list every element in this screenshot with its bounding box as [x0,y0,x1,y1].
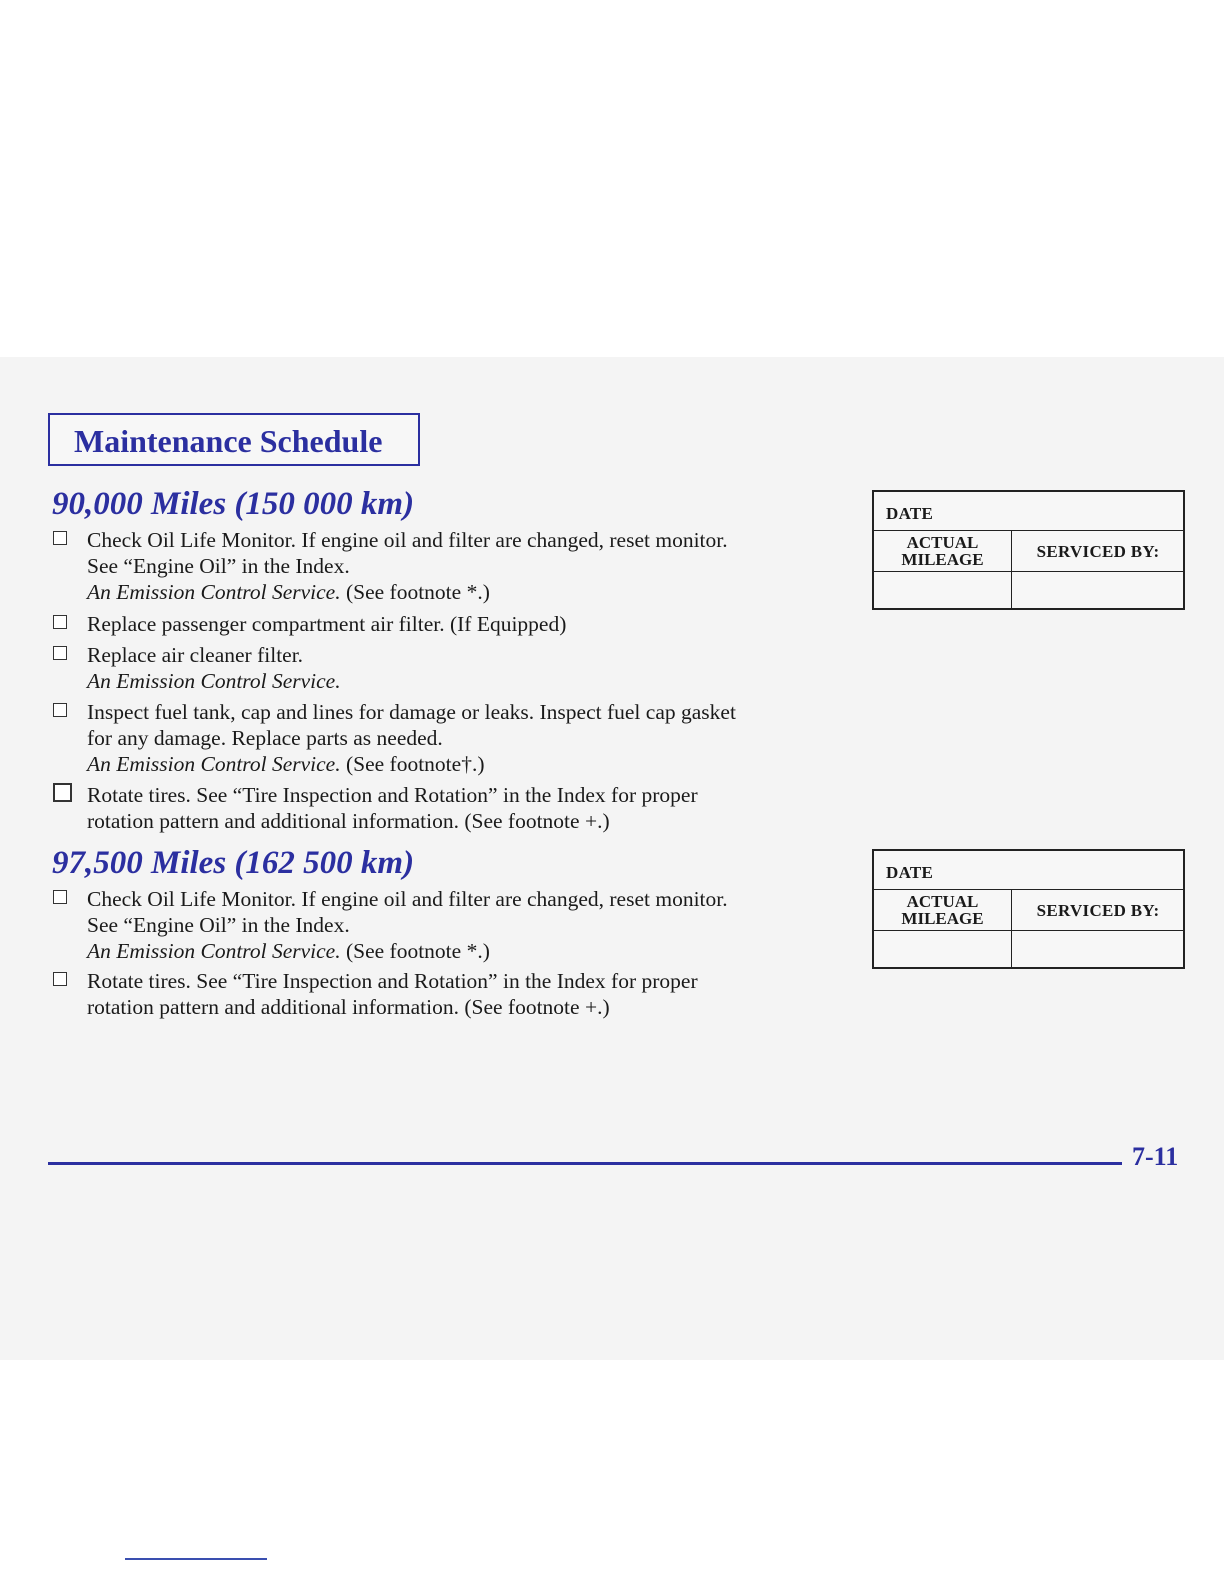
checkbox[interactable] [53,972,67,986]
checklist-item [53,968,843,1020]
checklist-item [53,782,843,834]
section-title-box [48,413,420,466]
checklist-item [53,527,843,605]
mileage-label-line: ACTUAL [906,533,979,552]
emission-note: An Emission Control Service. [87,752,341,776]
footnote-ref: (See footnote *.) [340,939,490,963]
date-label: DATE [886,504,934,523]
checklist-item [53,642,843,694]
checkbox[interactable] [53,783,72,802]
item-text: Rotate tires. See “Tire Inspection and Rotation” in the Index for proper [87,783,698,807]
emission-note: An Emission Control Service. [87,580,341,604]
page-number: 7-11 [1132,1142,1179,1171]
checkbox[interactable] [53,531,67,545]
item-text: rotation pattern and additional information. (See footnote +.) [87,809,610,833]
item-text: Replace passenger compartment air filter. (If Equipped) [87,612,567,636]
footnote-ref: (See footnote *.) [340,580,490,604]
column-divider [1011,531,1012,608]
serviced-by-label: SERVICED BY: [1036,901,1160,920]
checklist-item [53,886,843,964]
item-text: rotation pattern and additional information. (See footnote +.) [87,995,610,1019]
item-text: Check Oil Life Monitor. If engine oil and filter are changed, reset monitor. [87,887,728,911]
footer-rule [48,1162,1122,1165]
checkbox[interactable] [53,615,67,629]
emission-note: An Emission Control Service. [87,669,341,693]
mileage-label-line: MILEAGE [901,550,984,569]
actual-mileage-label [874,893,1011,927]
interval-heading-97500: 97,500 Miles (162 500 km) [52,845,415,881]
emission-note: An Emission Control Service. [87,939,341,963]
interval-heading-90000: 90,000 Miles (150 000 km) [52,486,415,522]
footnote-ref: (See footnote†.) [340,752,485,776]
item-text: for any damage. Replace parts as needed. [87,726,443,750]
service-record-table [872,849,1185,969]
checkbox[interactable] [53,703,67,717]
bottom-rule [125,1558,267,1560]
checklist-item [53,699,843,777]
actual-mileage-label [874,534,1011,568]
date-label: DATE [886,863,934,882]
mileage-label-line: MILEAGE [901,909,984,928]
checkbox[interactable] [53,646,67,660]
item-text: Rotate tires. See “Tire Inspection and Rotation” in the Index for proper [87,969,698,993]
item-text: Inspect fuel tank, cap and lines for damage or leaks. Inspect fuel cap gasket [87,700,736,724]
item-text: See “Engine Oil” in the Index. [87,554,350,578]
item-text: See “Engine Oil” in the Index. [87,913,350,937]
item-text: Check Oil Life Monitor. If engine oil and filter are changed, reset monitor. [87,528,728,552]
service-record-table [872,490,1185,610]
column-divider [1011,890,1012,967]
item-text: Replace air cleaner filter. [87,643,304,667]
serviced-by-label: SERVICED BY: [1036,542,1160,561]
checklist-item [53,611,843,637]
checkbox[interactable] [53,890,67,904]
mileage-label-line: ACTUAL [906,892,979,911]
section-title: Maintenance Schedule [74,423,383,459]
